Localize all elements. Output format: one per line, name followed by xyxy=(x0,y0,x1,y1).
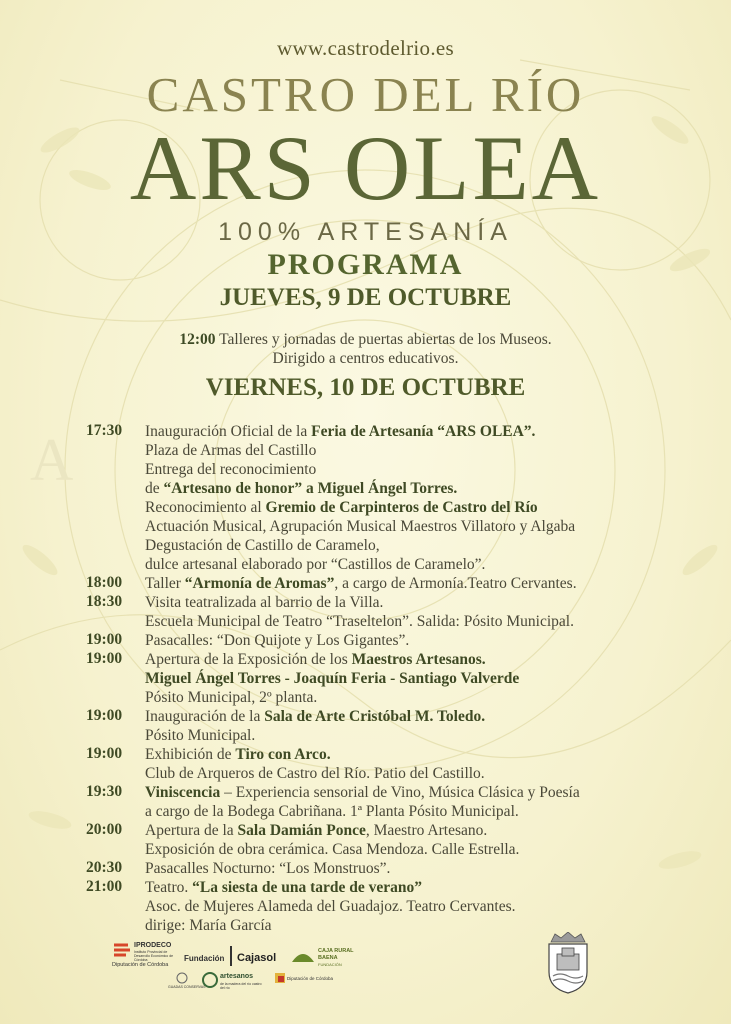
event-line xyxy=(145,631,726,650)
diputacion2-label: Diputación de Córdoba xyxy=(287,976,334,981)
event-line xyxy=(145,897,726,916)
schedule-event xyxy=(86,631,726,650)
event-line xyxy=(145,555,726,574)
event-line xyxy=(145,593,726,612)
event-highlight-text: “Artesano de honor” a Miguel Ángel Torres. xyxy=(163,480,458,497)
schedule-event xyxy=(86,783,726,821)
caja-rural-logo-icon xyxy=(290,948,316,964)
event-line xyxy=(145,536,726,555)
day2-schedule xyxy=(86,422,726,935)
event-text: Apertura de la Exposición de los xyxy=(145,651,352,668)
event-text: dulce artesanal elaborado por “Castillos de Caramelo”. xyxy=(145,556,486,573)
event-line xyxy=(145,859,726,878)
artesanos-label: artesanos xyxy=(220,973,254,980)
event-text: Teatro. xyxy=(145,879,193,896)
event-time: 20:00 xyxy=(86,821,123,838)
svg-text:A: A xyxy=(30,427,74,493)
event-text: Inauguración Oficial de la xyxy=(145,423,312,440)
caja-rural-line3: FUNDACIÓN xyxy=(318,962,342,967)
event-text: , Maestro Artesano. xyxy=(365,822,488,839)
event-text: dirige: María García xyxy=(145,917,272,934)
event-time: 20:30 xyxy=(86,859,123,876)
event-line xyxy=(145,707,726,726)
diputacion-label: Diputación de Córdoba xyxy=(112,962,169,968)
iprodeco-label: IPRODECO xyxy=(134,942,172,949)
event-line xyxy=(145,745,726,764)
event-line xyxy=(145,460,726,479)
day1-line1: Talleres y jornadas de puertas abiertas de los Museos. xyxy=(215,331,552,348)
event-time: 17:30 xyxy=(86,422,123,439)
event-time: 19:00 xyxy=(86,631,123,648)
event-text: Plaza de Armas del Castillo xyxy=(145,442,317,459)
event-line xyxy=(145,650,726,669)
event-highlight-text: “La siesta de una tarde de verano” xyxy=(192,879,423,896)
event-text: Asoc. de Mujeres Alameda del Guadajoz. Teatro Cervantes. xyxy=(145,898,516,915)
event-text: Pósito Municipal. xyxy=(145,727,256,744)
event-line xyxy=(145,821,726,840)
schedule-event xyxy=(86,821,726,859)
schedule-event xyxy=(86,878,726,935)
event-time: 18:00 xyxy=(86,574,123,591)
event-text: Inauguración de la xyxy=(145,708,265,725)
event-text: Taller xyxy=(145,575,185,592)
sponsor-logos xyxy=(112,942,372,994)
fundacion-label: Fundación xyxy=(184,954,225,963)
schedule-event xyxy=(86,707,726,745)
schedule-event xyxy=(86,422,726,574)
event-text: Pasacalles: “Don Quijote y Los Gigantes”. xyxy=(145,632,410,649)
diputacion-logo-icon xyxy=(274,972,286,984)
event-time: 21:00 xyxy=(86,878,123,895)
event-text: Apertura de la xyxy=(145,822,238,839)
event-line xyxy=(145,802,726,821)
event-text: – Experiencia sensorial de Vino, Música Clásica y Poesía xyxy=(220,784,580,801)
event-text: Entrega del reconocimiento xyxy=(145,461,317,478)
schedule-event xyxy=(86,574,726,593)
event-highlight-text: Sala Damián Ponce xyxy=(237,822,366,839)
event-text: , a cargo de Armonía.Teatro Cervantes. xyxy=(334,575,577,592)
event-line xyxy=(145,878,726,897)
event-line xyxy=(145,916,726,935)
event-time: 19:00 xyxy=(86,745,123,762)
event-line xyxy=(145,669,726,688)
schedule-event xyxy=(86,593,726,631)
event-text: de xyxy=(145,480,164,497)
caja-rural-line1: CAJA RURAL xyxy=(318,948,354,954)
event-text: a cargo de la Bodega Cabriñana. 1ª Planta Pósito Municipal. xyxy=(145,803,519,820)
guadas-logo-icon xyxy=(176,972,188,984)
programa-heading: PROGRAMA xyxy=(267,248,464,281)
schedule-event xyxy=(86,859,726,878)
town-name: CASTRO DEL RÍO xyxy=(146,67,585,122)
event-line xyxy=(145,688,726,707)
event-highlight-text: Viniscencia xyxy=(145,784,221,801)
event-text: Exposición de obra cerámica. Casa Mendoza. Calle Estrella. xyxy=(145,841,520,858)
event-highlight-text: Feria de Artesanía “ARS OLEA”. xyxy=(311,423,536,440)
event-line xyxy=(145,783,726,802)
event-line xyxy=(145,441,726,460)
caja-rural-line2: BAENA xyxy=(318,955,338,961)
event-text: Reconocimiento al xyxy=(145,499,266,516)
event-line xyxy=(145,422,726,441)
event-line xyxy=(145,574,726,593)
day1-heading: JUEVES, 9 DE OCTUBRE xyxy=(219,284,512,311)
artesanos-sub: de la madera del río castro del río xyxy=(220,982,262,990)
day2-heading: VIERNES, 10 DE OCTUBRE xyxy=(205,374,526,401)
event-highlight-text: Miguel Ángel Torres - Joaquín Feria - Santiago Valverde xyxy=(145,670,520,687)
event-text: Escuela Municipal de Teatro “Traseltelon”. Salida: Pósito Municipal. xyxy=(145,613,574,630)
event-time: 19:00 xyxy=(86,707,123,724)
event-line xyxy=(145,479,726,498)
schedule-event xyxy=(86,650,726,707)
website-url[interactable]: www.castrodelrio.es xyxy=(277,36,454,60)
event-line xyxy=(145,517,726,536)
event-line xyxy=(145,840,726,859)
event-highlight-text: “Armonía de Aromas” xyxy=(184,575,335,592)
castro-del-rio-coat-of-arms-icon xyxy=(545,932,591,994)
event-text: Pasacalles Nocturno: “Los Monstruos”. xyxy=(145,860,391,877)
logo-divider xyxy=(230,946,232,966)
event-line xyxy=(145,612,726,631)
event-text: Degustación de Castillo de Caramelo, xyxy=(145,537,380,554)
event-time: 19:30 xyxy=(86,783,123,800)
event-highlight-text: Tiro con Arco. xyxy=(235,746,331,763)
event-time: 19:00 xyxy=(86,650,123,667)
event-time: 18:30 xyxy=(86,593,123,610)
day1-time: 12:00 xyxy=(179,331,216,348)
iprodeco-sub: Instituto Provincial de Desarrollo Económico de Córdoba xyxy=(134,950,174,962)
event-subtitle: 100% ARTESANÍA xyxy=(218,218,513,246)
event-line xyxy=(145,726,726,745)
day1-event xyxy=(0,330,731,368)
event-text: Actuación Musical, Agrupación Musical Maestros Villatoro y Algaba xyxy=(145,518,576,535)
event-text: Visita teatralizada al barrio de la Villa. xyxy=(145,594,384,611)
artesanos-logo-icon xyxy=(202,972,218,988)
event-line xyxy=(145,498,726,517)
event-text: Exhibición de xyxy=(145,746,236,763)
event-text: Club de Arqueros de Castro del Río. Patio del Castillo. xyxy=(145,765,485,782)
event-highlight-text: Sala de Arte Cristóbal M. Toledo. xyxy=(264,708,486,725)
event-line xyxy=(145,764,726,783)
event-title: ARS OLEA xyxy=(129,117,602,219)
event-text: Pósito Municipal, 2º planta. xyxy=(145,689,318,706)
day1-line2: Dirigido a centros educativos. xyxy=(272,350,459,367)
schedule-event xyxy=(86,745,726,783)
event-highlight-text: Maestros Artesanos. xyxy=(351,651,486,668)
cajasol-label: Cajasol xyxy=(237,952,277,964)
guadas-label: GUADAS CONSERVAS xyxy=(168,985,206,989)
event-highlight-text: Gremio de Carpinteros de Castro del Río xyxy=(265,499,538,516)
iprodeco-logo-icon xyxy=(112,942,132,958)
